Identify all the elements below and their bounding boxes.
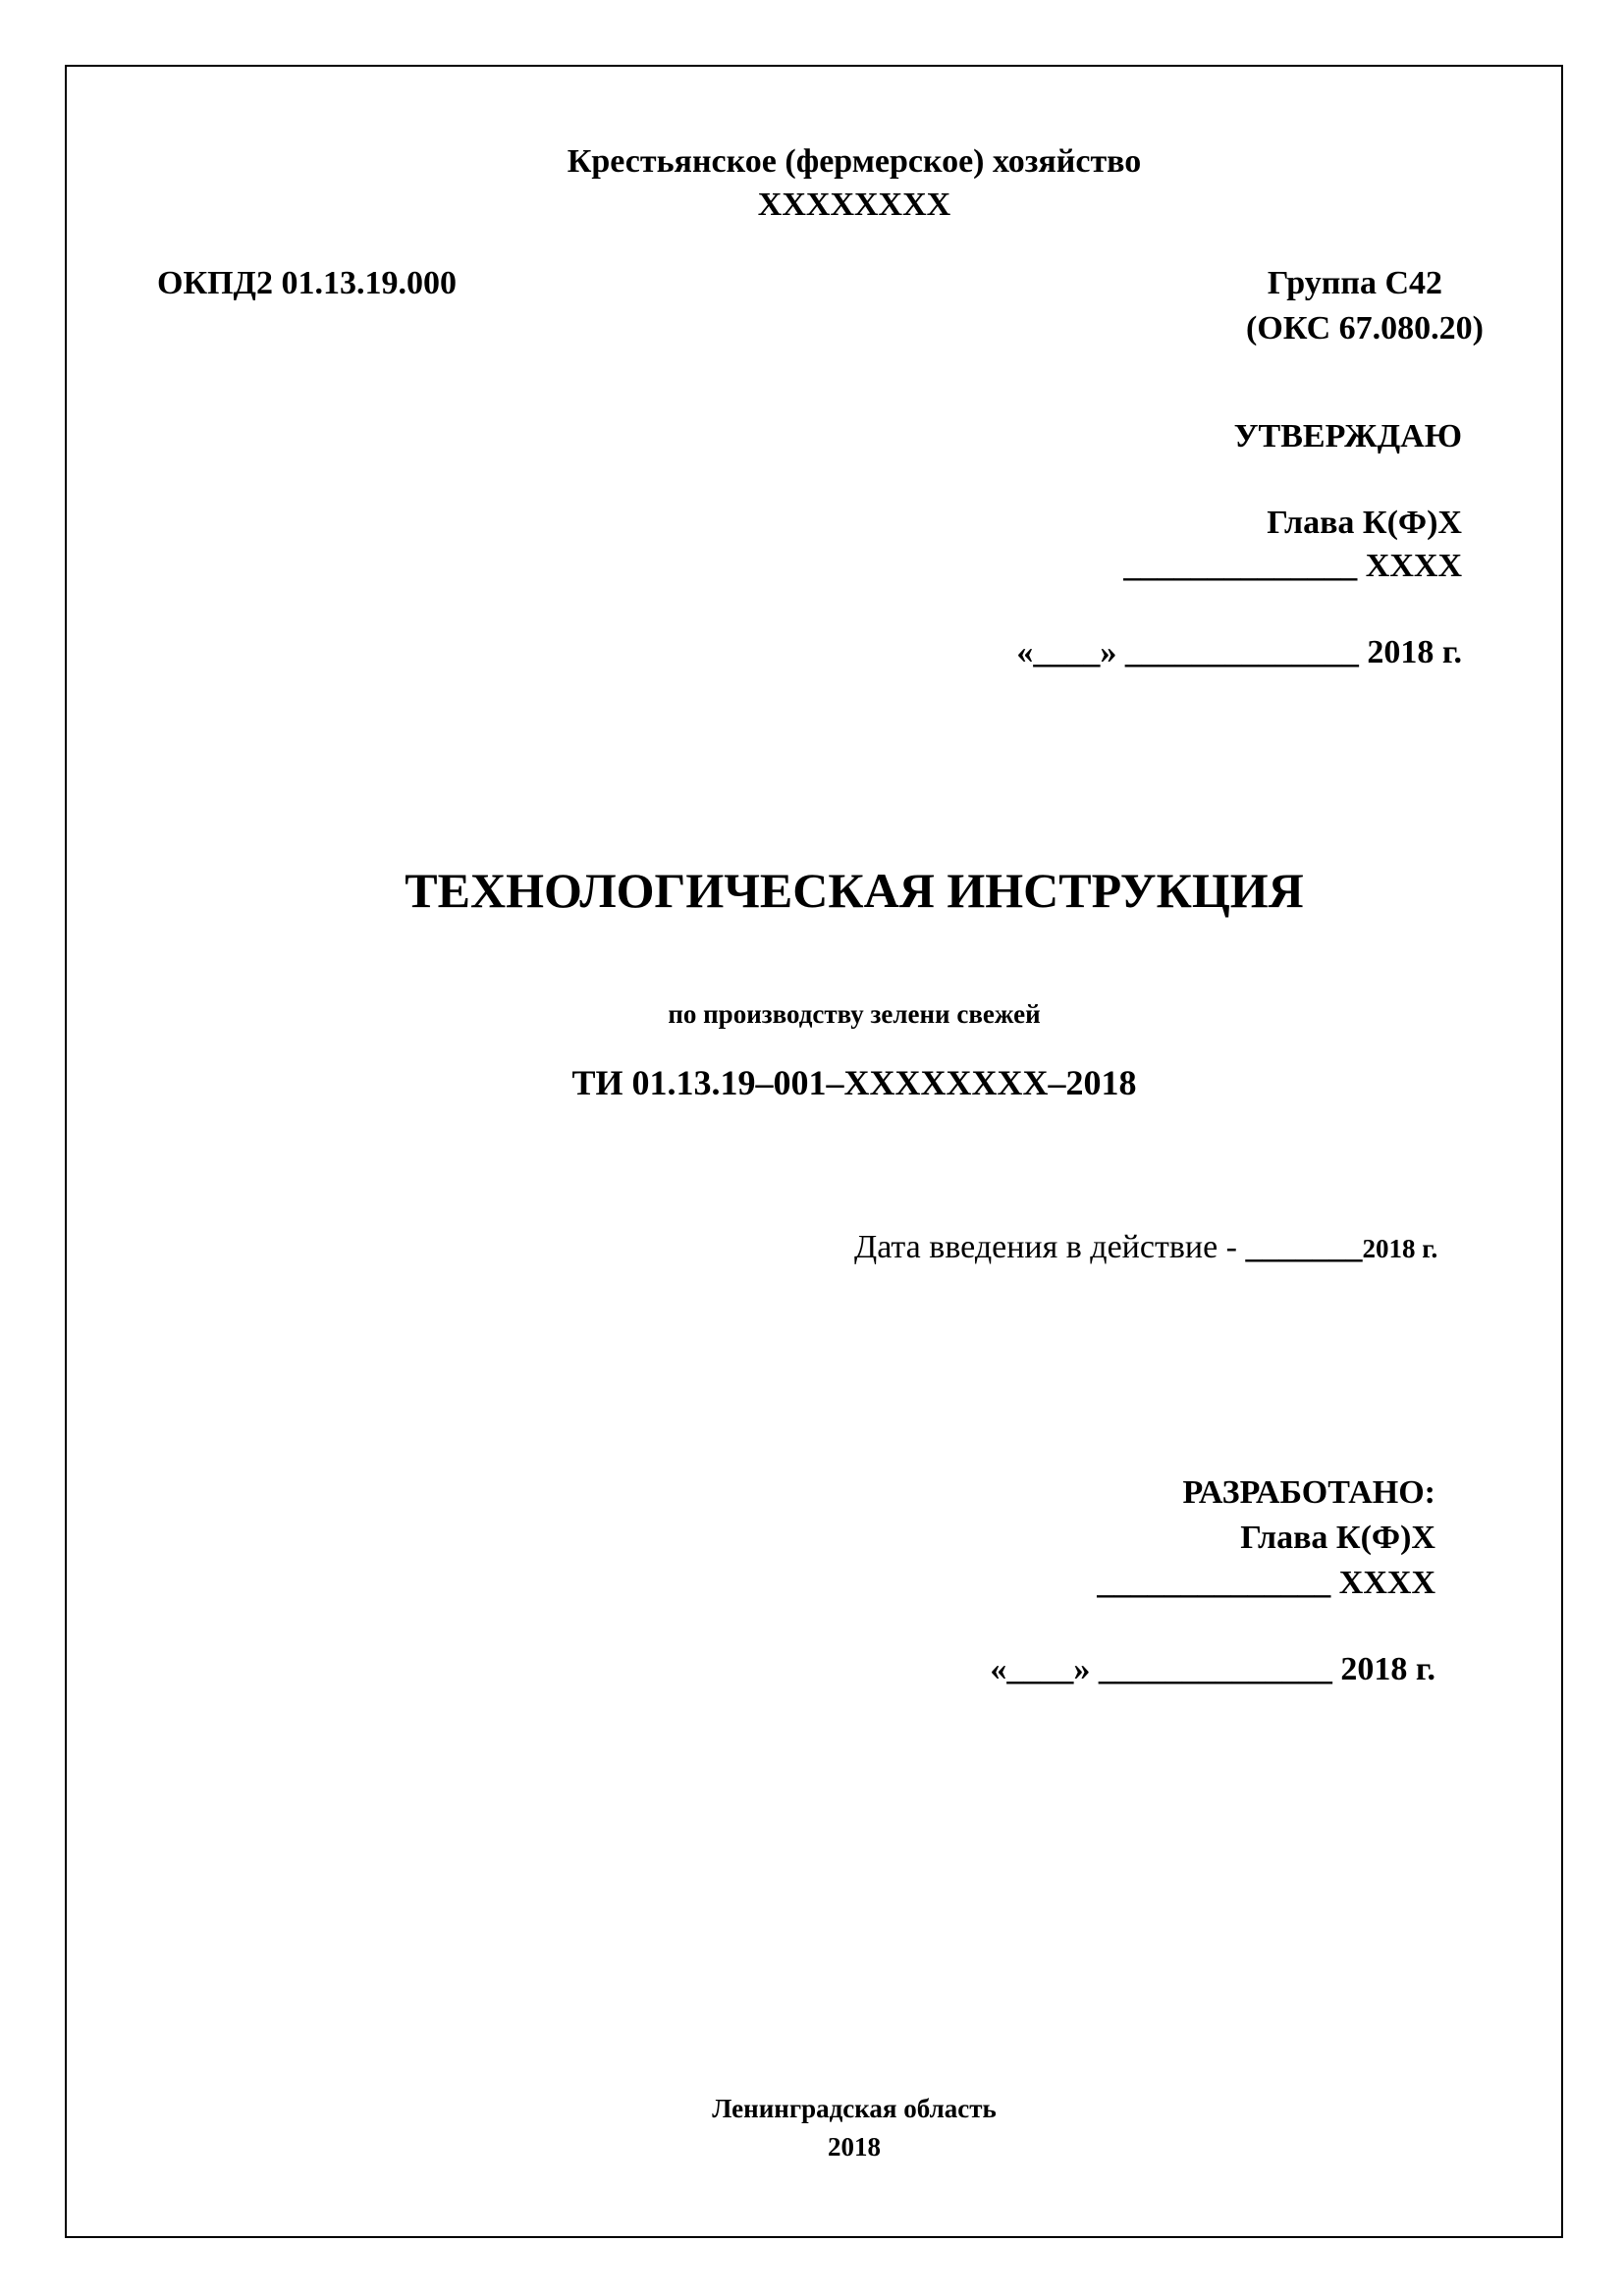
document-code: ТИ 01.13.19–001–XXXXXXXX–2018 <box>571 1063 1137 1102</box>
approval-position: Глава К(Ф)Х <box>1267 505 1462 541</box>
organization-code: XXXXXXXX <box>757 187 951 223</box>
effective-date-year: 2018 г. <box>1362 1234 1438 1263</box>
page-border <box>65 65 1563 2238</box>
effective-date-label: Дата введения в действие - <box>854 1229 1246 1265</box>
footer-year: 2018 <box>828 2132 881 2162</box>
oks-code: (ОКС 67.080.20) <box>1246 310 1484 347</box>
okpd-code: ОКПД2 01.13.19.000 <box>157 265 457 301</box>
footer-region: Ленинградская область <box>712 2094 997 2123</box>
developed-title: РАЗРАБОТАНО: <box>1182 1474 1435 1511</box>
developed-date-line: «____» ______________ 2018 г. <box>990 1651 1435 1687</box>
document-title: ТЕХНОЛОГИЧЕСКАЯ ИНСТРУКЦИЯ <box>405 863 1304 918</box>
group-code: Группа С42 <box>1267 265 1442 301</box>
effective-date-blank: _______ <box>1245 1229 1363 1265</box>
developed-signature-line: ______________ XXXX <box>1097 1565 1435 1601</box>
document-subtitle: по производству зелени свежей <box>668 999 1041 1029</box>
developed-position: Глава К(Ф)Х <box>1240 1520 1435 1556</box>
approval-title: УТВЕРЖДАЮ <box>1233 418 1462 454</box>
organization-name: Крестьянское (фермерское) хозяйство <box>567 143 1142 180</box>
approval-date-line: «____» ______________ 2018 г. <box>1016 634 1462 670</box>
effective-date <box>854 1231 1437 1264</box>
approval-signature-line: ______________ XXXX <box>1123 548 1462 584</box>
